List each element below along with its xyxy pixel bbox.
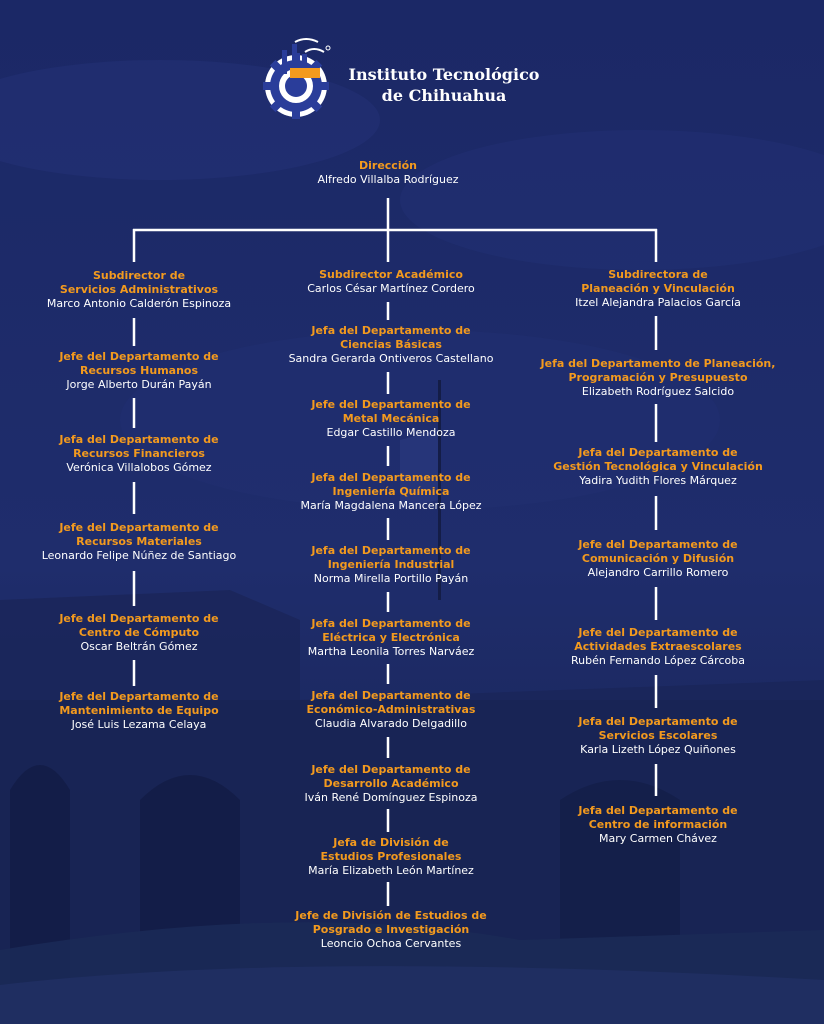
node-role-line: Servicios Escolares: [598, 729, 718, 742]
node-person: Elizabeth Rodríguez Salcido: [581, 385, 735, 398]
org-node-left-3: [14, 521, 264, 563]
node-person: Alejandro Carrillo Romero: [587, 566, 729, 579]
node-person: Claudia Alvarado Delgadillo: [315, 717, 467, 730]
org-node-left-1: [14, 350, 264, 392]
node-role-line: Jefa del Departamento de Planeación,: [540, 357, 776, 370]
node-role-line: Económico-Administrativas: [306, 703, 476, 716]
node-role-line: Ingeniería Industrial: [327, 558, 455, 571]
node-role-line: Subdirectora de: [608, 268, 708, 281]
org-node-center-0: [266, 268, 516, 296]
node-role-line: Metal Mecánica: [342, 412, 440, 425]
node-role-line: Jefa del Departamento de: [311, 324, 471, 337]
node-role-line: Subdirector Académico: [319, 268, 463, 281]
node-person: Marco Antonio Calderón Espinoza: [46, 297, 232, 310]
node-role-line: Estudios Profesionales: [320, 850, 462, 863]
node-role-line: Actividades Extraescolares: [574, 640, 742, 653]
node-role-line: Jefe del Departamento de: [311, 763, 471, 776]
node-role-line: Jefe del Departamento de: [578, 626, 738, 639]
institution-name-line-2: de Chihuahua: [381, 86, 507, 105]
node-role: Dirección: [359, 159, 417, 172]
node-person: Yadira Yudith Flores Márquez: [579, 474, 737, 487]
node-person: Rubén Fernando López Cárcoba: [571, 654, 745, 667]
node-person: Itzel Alejandra Palacios García: [575, 296, 741, 309]
org-node-right-3: [533, 538, 783, 580]
node-person: Sandra Gerarda Ontiveros Castellano: [288, 352, 494, 365]
node-role-line: Jefa del Departamento de: [578, 804, 738, 817]
org-node-center-6: [266, 689, 516, 731]
node-role-line: Recursos Humanos: [79, 364, 199, 377]
node-person: Carlos César Martínez Cordero: [307, 282, 475, 295]
node-role-line: Servicios Administrativos: [59, 283, 219, 296]
node-person: Oscar Beltrán Gómez: [80, 640, 198, 653]
node-role-line: Centro de información: [588, 818, 728, 831]
node-role-line: Jefe del Departamento de: [59, 690, 219, 703]
node-role-line: Programación y Presupuesto: [568, 371, 748, 384]
institution-name-line-1: Instituto Tecnológico: [348, 65, 540, 84]
org-node-left-5: [14, 690, 264, 732]
node-person: Edgar Castillo Mendoza: [326, 426, 456, 439]
node-person: María Magdalena Mancera López: [300, 499, 482, 512]
node-role-line: Comunicación y Difusión: [581, 552, 735, 565]
node-person: Alfredo Villalba Rodríguez: [317, 173, 459, 186]
org-node-right-6: [533, 804, 783, 846]
node-role-line: Jefa del Departamento de: [311, 617, 471, 630]
node-role-line: Desarrollo Académico: [323, 777, 459, 790]
org-node-left-4: [14, 612, 264, 654]
node-role-line: Jefe de División de Estudios de: [295, 909, 487, 922]
node-role-line: Jefe del Departamento de: [578, 538, 738, 551]
node-role-line: Jefa del Departamento de: [311, 544, 471, 557]
node-role-line: Mantenimiento de Equipo: [59, 704, 219, 717]
node-role-line: Jefa del Departamento de: [578, 446, 738, 459]
node-person: María Elizabeth León Martínez: [308, 864, 474, 877]
org-node-left-2: [14, 433, 264, 475]
org-node-right-5: [533, 715, 783, 757]
node-role-line: Recursos Financieros: [73, 447, 205, 460]
org-node-left-0: [14, 269, 264, 311]
org-node-right-4: [533, 626, 783, 668]
org-node-center-4: [266, 544, 516, 586]
node-role-line: Jefa del Departamento de: [59, 433, 219, 446]
node-person: Leoncio Ochoa Cervantes: [320, 937, 462, 950]
node-person: Iván René Domínguez Espinoza: [304, 791, 478, 804]
node-role-line: Gestión Tecnológica y Vinculación: [553, 460, 763, 473]
node-person: Verónica Villalobos Gómez: [66, 461, 212, 474]
node-role-line: Subdirector de: [92, 269, 186, 282]
org-node-center-3: [266, 471, 516, 513]
node-person: Norma Mirella Portillo Payán: [313, 572, 469, 585]
org-node-direccion: [263, 159, 513, 187]
node-role-line: Jefe del Departamento de: [59, 612, 219, 625]
node-role-line: Centro de Cómputo: [78, 626, 200, 639]
org-node-right-0: [533, 268, 783, 310]
node-role-line: Jefe del Departamento de: [59, 521, 219, 534]
node-role-line: Recursos Materiales: [76, 535, 202, 548]
org-node-right-2: [533, 446, 783, 488]
node-role-line: Jefa del Departamento de: [578, 715, 738, 728]
node-person: Leonardo Felipe Núñez de Santiago: [41, 549, 237, 562]
node-role-line: Eléctrica y Electrónica: [322, 631, 460, 644]
node-role-line: Jefe del Departamento de: [311, 398, 471, 411]
node-role-line: Jefa del Departamento de: [311, 471, 471, 484]
org-node-center-5: [266, 617, 516, 659]
org-node-center-2: [266, 398, 516, 440]
node-role-line: Jefe del Departamento de: [59, 350, 219, 363]
node-person: Jorge Alberto Durán Payán: [66, 378, 212, 391]
node-role-line: Jefa de División de: [333, 836, 449, 849]
org-node-center-9: [266, 909, 516, 951]
org-node-center-8: [266, 836, 516, 878]
node-role-line: Ingeniería Química: [332, 485, 450, 498]
org-node-center-1: [266, 324, 516, 366]
org-node-center-7: [266, 763, 516, 805]
node-person: Karla Lizeth López Quiñones: [580, 743, 736, 756]
node-person: Mary Carmen Chávez: [599, 832, 717, 845]
org-node-right-1: [533, 357, 783, 399]
node-role-line: Posgrado e Investigación: [312, 923, 470, 936]
node-role-line: Jefa del Departamento de: [311, 689, 471, 702]
node-person: José Luis Lezama Celaya: [71, 718, 207, 731]
node-role-line: Ciencias Básicas: [340, 338, 442, 351]
node-role-line: Planeación y Vinculación: [581, 282, 735, 295]
node-person: Martha Leonila Torres Narváez: [307, 645, 475, 658]
